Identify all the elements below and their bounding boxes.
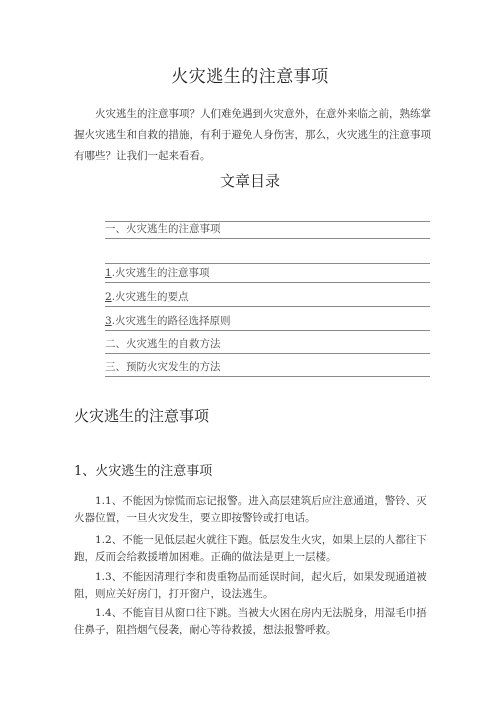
toc-item-label: 三、预防火灾发生的方法 <box>105 361 221 373</box>
toc-item-label: .火灾逃生的路径选择原则 <box>111 315 231 327</box>
toc-item-number: 3 <box>105 315 112 327</box>
body-paragraph: 1.2、不能一见低层起火就往下跑。低层发生火灾，如果上层的人都往下跑，反而会给救援增加困难。正确的做法是更上一层楼。 <box>74 534 427 563</box>
body-paragraph: 1.4、不能盲目从窗口往下跳。当被大火困在房内无法脱身，用湿毛巾捂住鼻子，阻挡烟气侵袭，耐心等待救援，想法报警呼救。 <box>74 607 427 636</box>
toc-item-label: 一、火灾逃生的注意事项 <box>105 223 221 235</box>
toc-item-3[interactable] <box>105 314 430 331</box>
toc-item-2[interactable] <box>105 290 430 307</box>
toc-divider-rule <box>105 263 430 264</box>
body-paragraph: 1.1、不能因为惊慌而忘记报警。进入高层建筑后应注意通道，警铃、灭火器位置，一旦火灾发生，要立即按警铃或打电话。 <box>74 495 427 524</box>
toc-item-section-3[interactable] <box>105 360 430 377</box>
intro-paragraph: 火灾逃生的注意事项？人们难免遇到火灾意外，在意外来临之前，熟练掌握火灾逃生和自救的措施，有利于避免人身伤害，那么，火灾逃生的注意事项有哪些？让我们一起来看看。 <box>74 108 431 162</box>
toc-item-section-1[interactable] <box>105 222 430 239</box>
toc-item-label: .火灾逃生的要点 <box>111 291 189 303</box>
subsection-heading: 1、火灾逃生的注意事项 <box>74 464 213 479</box>
toc-item-1[interactable] <box>105 266 430 283</box>
toc-item-number: 1 <box>105 267 112 279</box>
toc-item-label: 二、火灾逃生的自救方法 <box>105 338 221 350</box>
toc-item-label: .火灾逃生的注意事项 <box>111 267 210 279</box>
section-heading: 火灾逃生的注意事项 <box>74 407 210 425</box>
body-paragraph: 1.3、不能因清理行李和贵重物品而延误时间，起火后，如果发现通道被阻，则应关好房门，打开窗户，设法逃生。 <box>74 571 427 600</box>
toc-item-section-2[interactable] <box>105 337 430 354</box>
toc-item-number: 2 <box>105 291 112 303</box>
page-title: 火灾逃生的注意事项 <box>171 67 329 87</box>
toc-heading: 文章目录 <box>219 172 280 190</box>
